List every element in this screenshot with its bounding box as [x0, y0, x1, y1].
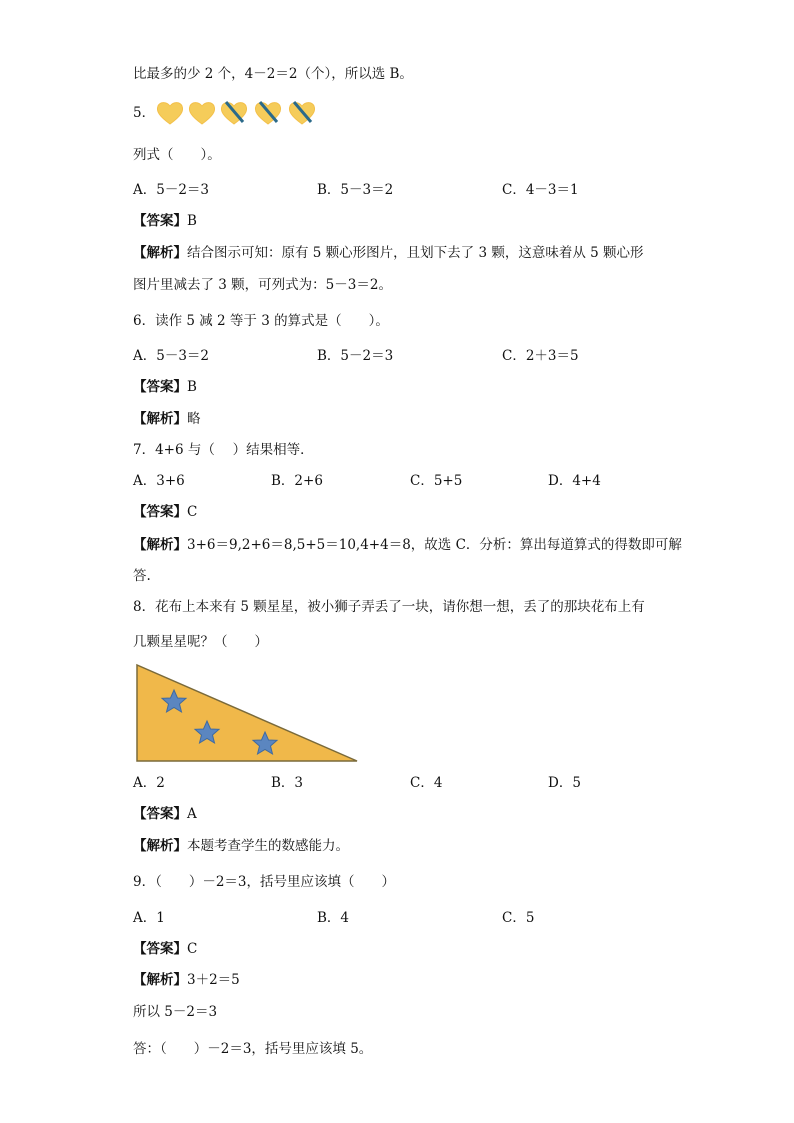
q5-answer: [133, 211, 197, 231]
analysis-label: 【解析】: [133, 411, 187, 427]
fabric-triangle: [137, 665, 357, 761]
q9-option-b: B．4: [317, 910, 350, 926]
q9-analysis-1: [133, 970, 240, 990]
q6-stem: 6．读作 5 减 2 等于 3 的算式是（ ）。: [133, 313, 389, 329]
q5-hearts-figure: [155, 100, 325, 126]
analysis-label: 【解析】: [133, 838, 187, 854]
crossed-heart-icon: [219, 100, 249, 126]
q6-option-c: C．2＋3＝5: [502, 348, 579, 364]
q5-analysis-2: 图片里减去了 3 颗，可列式为：5－3＝2。: [133, 277, 392, 293]
q7-analysis-2: 答.: [133, 568, 151, 584]
analysis-text: 略: [187, 411, 201, 427]
q5-option-b: B．5－3＝2: [317, 182, 394, 198]
q7-option-b: B．2+6: [271, 473, 323, 489]
answer-value: B: [187, 379, 197, 395]
analysis-text: 3+6＝9,2+6＝8,5+5＝10,4+4＝8，故选 C．分析：算出每道算式的得数即可解: [187, 537, 682, 553]
analysis-label: 【解析】: [133, 245, 187, 261]
heart-icon: [155, 100, 185, 126]
analysis-label: 【解析】: [133, 972, 187, 988]
analysis-text: 本题考查学生的数感能力。: [187, 838, 349, 854]
q9-answer: [133, 939, 197, 959]
q8-option-b: B．3: [271, 775, 304, 791]
q8-option-d: D．5: [548, 775, 581, 791]
answer-label: 【答案】: [133, 379, 187, 395]
crossed-heart-icon: [253, 100, 283, 126]
q6-option-b: B．5－2＝3: [317, 348, 394, 364]
crossed-heart-icon: [287, 100, 317, 126]
q8-analysis: [133, 836, 349, 856]
q8-option-c: C．4: [410, 775, 443, 791]
answer-label: 【答案】: [133, 941, 187, 957]
analysis-label: 【解析】: [133, 537, 187, 553]
prev-analysis-line: 比最多的少 2 个，4－2＝2（个），所以选 B。: [133, 66, 413, 82]
q8-stem-2: 几颗星星呢？（ ）: [133, 634, 268, 650]
answer-value: B: [187, 213, 197, 229]
answer-value: C: [187, 941, 198, 957]
q9-option-c: C．5: [502, 910, 535, 926]
q9-analysis-3: 答：（ ）－2＝3，括号里应该填 5。: [133, 1041, 373, 1057]
q5-stem: 列式（ ）。: [133, 147, 221, 163]
answer-label: 【答案】: [133, 504, 187, 520]
q6-analysis: [133, 409, 201, 429]
q8-stem-1: 8．花布上本来有 5 颗星星，被小狮子弄丢了一块，请你想一想，丢了的那块花布上有: [133, 599, 645, 615]
q6-option-a: A．5－3＝2: [133, 348, 210, 364]
answer-label: 【答案】: [133, 806, 187, 822]
q8-answer: [133, 804, 197, 824]
answer-value: A: [187, 806, 197, 822]
q7-option-c: C．5+5: [410, 473, 463, 489]
q6-answer: [133, 377, 197, 397]
q7-option-a: A．3+6: [133, 473, 185, 489]
q5-option-c: C．4－3＝1: [502, 182, 579, 198]
q5-analysis-1: [133, 243, 644, 263]
q7-analysis-1: [133, 535, 682, 555]
answer-label: 【答案】: [133, 213, 187, 229]
q9-stem: 9．（ ）－2＝3，括号里应该填（ ）: [133, 874, 396, 890]
analysis-text: 3＋2＝5: [187, 972, 240, 988]
q9-option-a: A．1: [133, 910, 165, 926]
answer-value: C: [187, 504, 198, 520]
q7-option-d: D．4+4: [548, 473, 601, 489]
heart-icon: [187, 100, 217, 126]
q9-analysis-2: 所以 5－2＝3: [133, 1004, 218, 1020]
q7-stem: 7．4+6 与（ ）结果相等．: [133, 442, 314, 458]
fabric-triangle-figure: [135, 662, 361, 764]
q7-answer: [133, 502, 197, 522]
q5-option-a: A．5－2＝3: [133, 182, 210, 198]
q8-option-a: A．2: [133, 775, 165, 791]
q5-number: 5．: [133, 105, 156, 121]
analysis-text: 结合图示可知：原有 5 颗心形图片，且划下去了 3 颗，这意味着从 5 颗心形: [187, 245, 644, 261]
